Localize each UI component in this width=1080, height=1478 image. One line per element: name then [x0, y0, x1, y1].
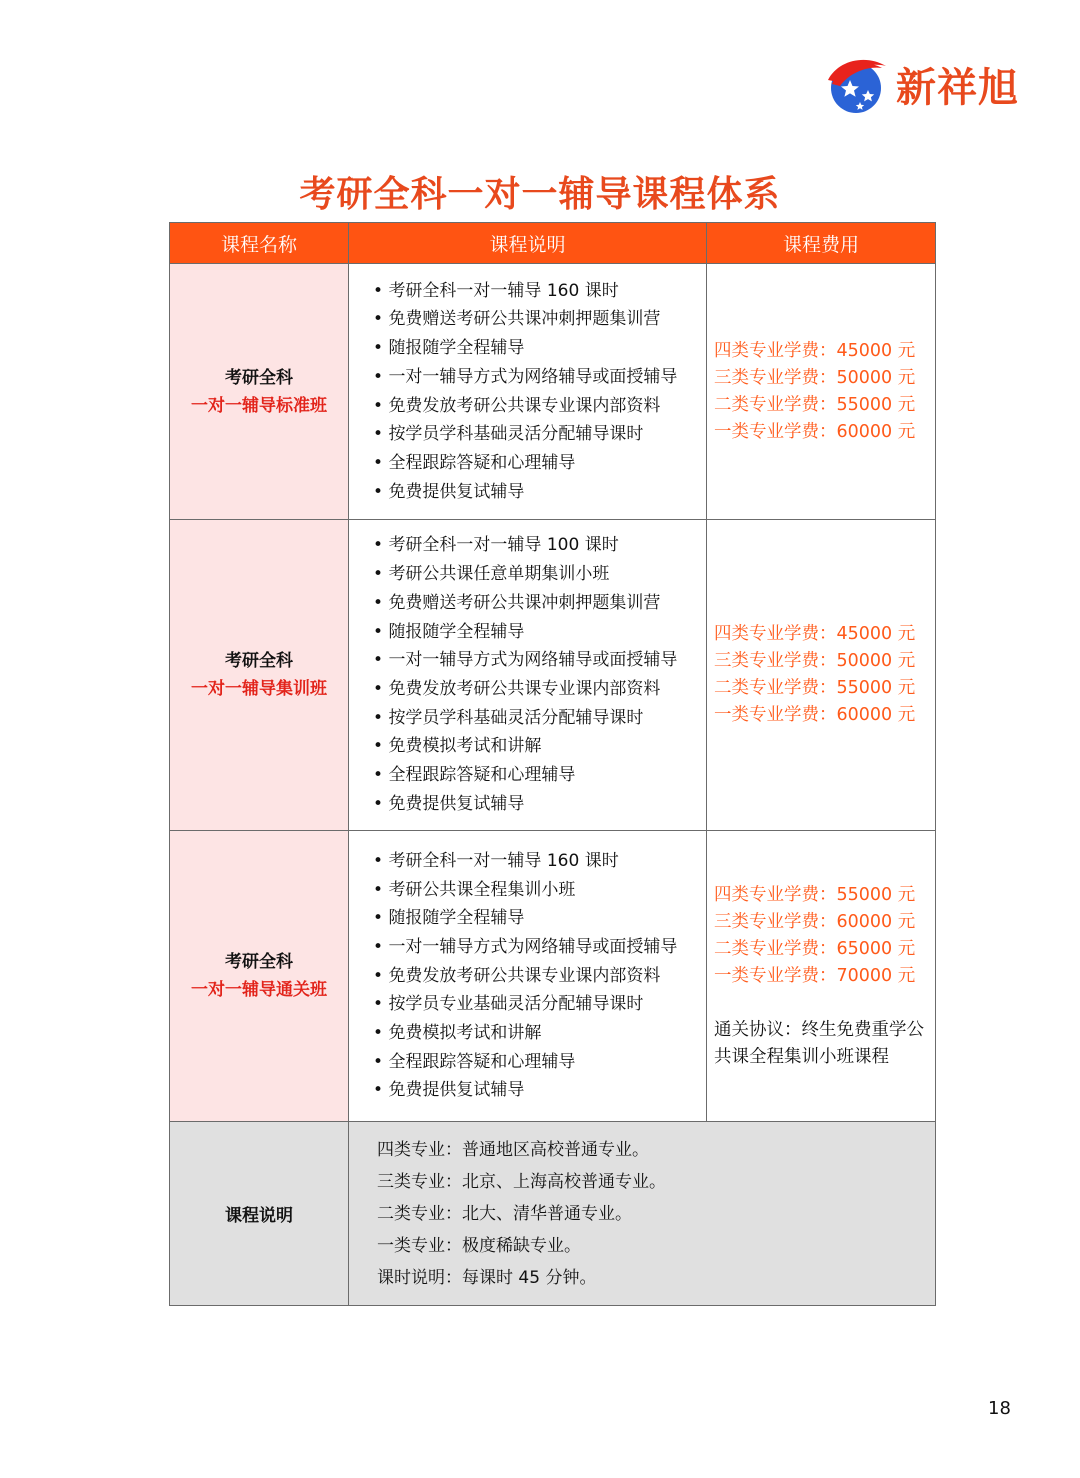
fee-line: 一类专业学费：70000 元 — [714, 965, 916, 986]
course-item: • 免费赠送考研公共课冲刺押题集训营 — [373, 305, 706, 334]
fee-line: 四类专业学费：55000 元 — [714, 884, 916, 905]
course-name-line1: 考研全科 — [225, 952, 293, 972]
note-line: 二类专业：北大、清华普通专业。 — [377, 1203, 632, 1224]
fee-line: 三类专业学费：50000 元 — [714, 367, 916, 388]
brand-name: 新祥旭 — [896, 64, 1019, 111]
course-row-standard — [170, 264, 936, 520]
course-item: • 考研全科一对一辅导 160 课时 — [373, 847, 706, 876]
course-item: • 按学员专业基础灵活分配辅导课时 — [373, 990, 706, 1019]
fee-line: 一类专业学费：60000 元 — [714, 421, 916, 442]
notes-content — [349, 1122, 936, 1306]
course-desc-cell — [349, 264, 707, 520]
course-desc-cell — [349, 520, 707, 831]
course-fee-cell — [707, 831, 936, 1122]
course-item: • 随报随学全程辅导 — [373, 904, 706, 933]
course-item: • 随报随学全程辅导 — [373, 334, 706, 363]
course-item: • 免费提供复试辅导 — [373, 478, 706, 507]
course-item: • 全程跟踪答疑和心理辅导 — [373, 449, 706, 478]
course-item: • 免费提供复试辅导 — [373, 790, 706, 819]
logo-icon — [820, 50, 888, 118]
course-item: • 考研公共课全程集训小班 — [373, 876, 706, 905]
course-name-line1: 考研全科 — [225, 651, 293, 671]
course-item: • 全程跟踪答疑和心理辅导 — [373, 1048, 706, 1077]
note-line: 三类专业：北京、上海高校普通专业。 — [377, 1171, 666, 1192]
course-item: • 考研公共课任意单期集训小班 — [373, 560, 706, 589]
course-item: • 考研全科一对一辅导 160 课时 — [373, 277, 706, 306]
fee-line: 一类专业学费：60000 元 — [714, 705, 916, 725]
fee-line: 四类专业学费：45000 元 — [714, 624, 916, 644]
note-line: 四类专业：普通地区高校普通专业。 — [377, 1139, 649, 1160]
course-name-line2: 一对一辅导通关班 — [191, 980, 327, 1000]
course-item: • 考研全科一对一辅导 100 课时 — [373, 531, 706, 560]
course-item: • 免费模拟考试和讲解 — [373, 732, 706, 761]
notes-label: 课程说明 — [170, 1122, 349, 1306]
fee-line: 三类专业学费：50000 元 — [714, 651, 916, 671]
course-item: • 随报随学全程辅导 — [373, 618, 706, 647]
fee-line: 二类专业学费：55000 元 — [714, 678, 916, 698]
header-course-name: 课程名称 — [170, 223, 349, 264]
course-item: • 一对一辅导方式为网络辅导或面授辅导 — [373, 933, 706, 962]
course-item: • 免费赠送考研公共课冲刺押题集训营 — [373, 589, 706, 618]
fee-line: 二类专业学费：65000 元 — [714, 938, 916, 959]
course-row-intensive — [170, 520, 936, 831]
header-course-desc: 课程说明 — [349, 223, 707, 264]
course-item: • 免费发放考研公共课专业课内部资料 — [373, 962, 706, 991]
brand-logo — [820, 50, 1019, 118]
course-name-cell — [170, 831, 349, 1122]
course-name-line1: 考研全科 — [225, 367, 293, 388]
course-desc-cell — [349, 831, 707, 1122]
course-item: • 全程跟踪答疑和心理辅导 — [373, 761, 706, 790]
course-item: • 按学员学科基础灵活分配辅导课时 — [373, 704, 706, 733]
fee-line: 三类专业学费：60000 元 — [714, 911, 916, 932]
course-item: • 免费提供复试辅导 — [373, 1076, 706, 1105]
course-items — [373, 531, 706, 818]
course-item: • 一对一辅导方式为网络辅导或面授辅导 — [373, 363, 706, 392]
course-items — [373, 277, 706, 507]
course-item: • 免费发放考研公共课专业课内部资料 — [373, 675, 706, 704]
page-number: 18 — [988, 1398, 1011, 1419]
fee-line: 二类专业学费：55000 元 — [714, 394, 916, 415]
course-name-cell — [170, 264, 349, 520]
course-row-pass — [170, 831, 936, 1122]
header-course-fee: 课程费用 — [707, 223, 936, 264]
pass-agreement-note: 通关协议：终生免费重学公共课全程集训小班课程 — [714, 1019, 924, 1067]
course-items — [373, 847, 706, 1105]
course-name-cell — [170, 520, 349, 831]
page-title: 考研全科一对一辅导课程体系 — [299, 174, 781, 215]
course-item: • 免费发放考研公共课专业课内部资料 — [373, 392, 706, 421]
table-header-row — [170, 223, 936, 264]
course-fee-cell — [707, 520, 936, 831]
course-fee-cell — [707, 264, 936, 520]
note-line: 课时说明：每课时 45 分钟。 — [377, 1267, 597, 1288]
note-line: 一类专业：极度稀缺专业。 — [377, 1235, 581, 1256]
course-name-line2: 一对一辅导标准班 — [191, 395, 327, 416]
course-notes-row — [170, 1122, 936, 1306]
course-name-line2: 一对一辅导集训班 — [191, 679, 327, 699]
course-item: • 按学员学科基础灵活分配辅导课时 — [373, 420, 706, 449]
course-item: • 免费模拟考试和讲解 — [373, 1019, 706, 1048]
fee-line: 四类专业学费：45000 元 — [714, 340, 916, 361]
course-item: • 一对一辅导方式为网络辅导或面授辅导 — [373, 646, 706, 675]
course-table — [169, 222, 936, 1306]
